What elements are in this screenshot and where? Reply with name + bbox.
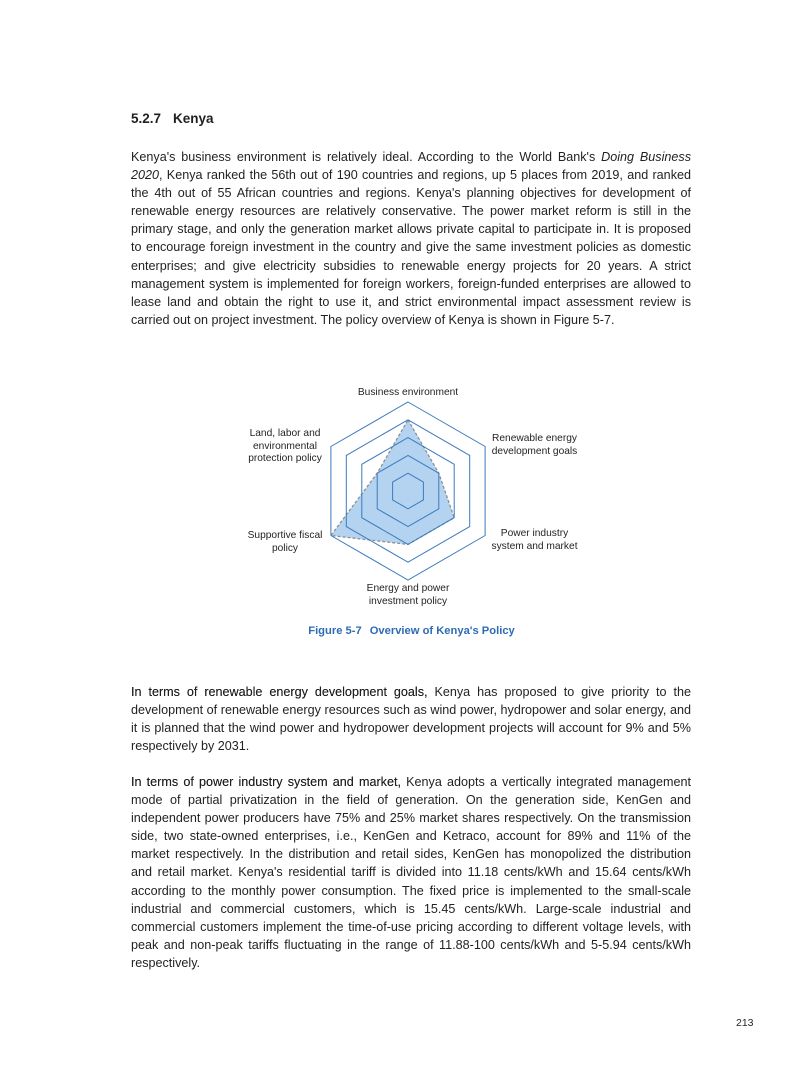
figure-caption-text: Overview of Kenya's Policy (369, 625, 515, 637)
report-title-italic: Doing Business 2020 (131, 150, 691, 183)
renewable-goals-paragraph (131, 683, 691, 755)
axis-label-fiscal-policy: Supportive fiscal policy (247, 530, 323, 554)
renewable-body: Kenya has proposed to give priority to the development of renewable energy resources such as wind power, hydropower and solar energy, and it is planned that the wind power and hydropower development projects will account for 9% and 5% respectively by 2031. (131, 685, 691, 754)
figure-number: Figure 5-7 (308, 625, 362, 637)
power-market-paragraph (131, 773, 691, 972)
intro-text-1: Kenya's business environment is relatively ideal. According to the World Bank's (131, 150, 602, 164)
intro-text-2: , Kenya ranked the 56th out of 190 countries and regions, up 5 places from 2019, and ranked the 4th out of 55 African countries and regions. Kenya's planning objectives for development of renewable energy resources are relatively conservative. The power market reform is still in the primary stage, and only the generation market allows private capital to participate in. It is proposed to encourage foreign investment in the country and give the same investment policies as domestic enterprises; and give electricity subsidies to renewable energy projects for 20 years. A strict management system is implemented for foreign workers, foreign-funded enterprises are allowed to lease land and obtain the right to use it, and strict environmental impact assessment review is carried out on project investment. The policy overview of Kenya is shown in Figure 5-7. (131, 168, 691, 327)
figure-caption (230, 625, 593, 637)
section-heading (131, 111, 214, 126)
axis-label-business-environment: Business environment (357, 387, 459, 398)
power-market-body: Kenya adopts a vertically integrated management mode of partial privatization in the field of generation. On the generation side, KenGen and independent power producers have 75% and 25% market shares respectively. On the transmission side, two state-owned enterprises, i.e., KenGen and Ketraco, account for 89% and 11% of the market respectively. In the distribution and retail sides, KenGen has monopolized the distribution and retail market. Kenya's residential tariff is divided into 11.18 cents/kWh and 15.64 cents/kWh according to the monthly power consumption. The fixed price is implemented to the small-scale industrial and commercial customers, which is 15.45 cents/kWh. Large-scale industrial and commercial customers implement the time-of-use pricing according to different voltage levels, with peak and non-peak tariffs fluctuating in the range of 11.88-100 cents/kWh and 5-5.94 cents/kWh respectively. (131, 775, 691, 970)
axis-label-renewable-goals: Renewable energy development goals (491, 433, 578, 457)
axis-label-power-industry: Power industry system and market (491, 528, 578, 552)
intro-paragraph (131, 148, 691, 329)
section-title: Kenya (173, 111, 214, 126)
page-number: 213 (736, 1017, 754, 1029)
axis-label-investment-policy: Energy and power investment policy (366, 583, 450, 607)
renewable-lead: In terms of renewable energy development goals, (131, 685, 428, 699)
axis-label-land-labor: Land, labor and environmental protection policy (248, 428, 322, 464)
radar-chart-figure (230, 380, 600, 645)
section-number: 5.2.7 (131, 111, 162, 126)
power-market-lead: In terms of power industry system and market, (131, 775, 401, 789)
